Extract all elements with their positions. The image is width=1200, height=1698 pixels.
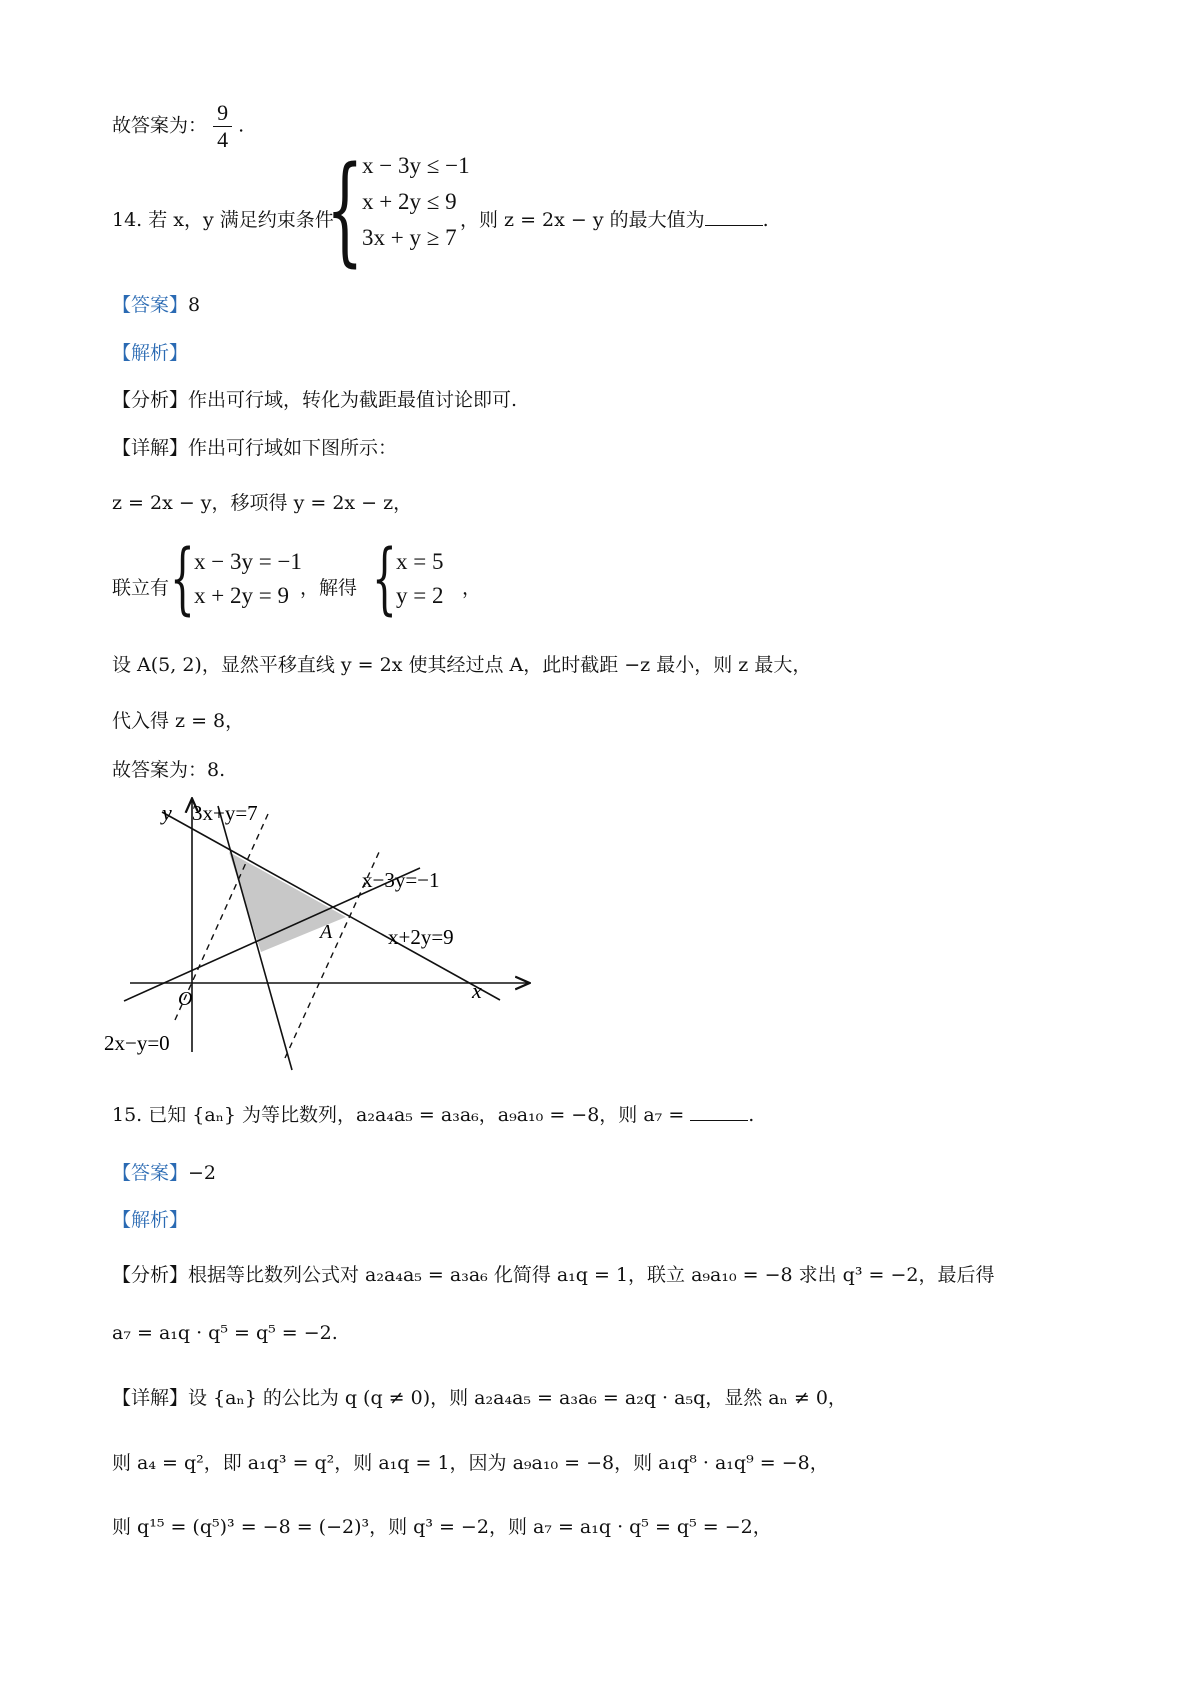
line-label-x-plus-2y: x+2y=9 — [388, 925, 454, 949]
fenxi-text: 作出可行域，转化为截距最值讨论即可. — [188, 389, 518, 411]
fenxi-15-line-2: a₇ = a₁q · q⁵ = q⁵ = −2. — [112, 1322, 338, 1344]
constraint-system — [362, 148, 470, 256]
xiangjie-tag: 【详解】 — [112, 437, 189, 459]
line-x-plus-2y-eq-9 — [162, 812, 500, 1000]
equation-system-2 — [396, 545, 443, 613]
xiangjie-text: 设 {aₙ} 的公比为 q (q ≠ 0)，则 a₂a₄a₅ = a₃a₆ = a₂q · a₅q，显然 aₙ ≠ 0， — [188, 1387, 847, 1409]
line-label-3x-plus-y: 3x+y=7 — [192, 801, 258, 825]
solution-15-line-2: 则 a₄ = q²，即 a₁q³ = q²，则 a₁q = 1，因为 a₉a₁₀ = −8，则 a₁q⁸ · a₁q⁹ = −8， — [112, 1452, 829, 1474]
question-number: 14. — [112, 209, 143, 231]
fenxi-text: 根据等比数列公式对 a₂a₄a₅ = a₃a₆ 化简得 a₁q = 1，联立 a₉a₁₀ = −8 求出 q³ = −2，最后得 — [188, 1264, 995, 1286]
left-brace: { — [170, 534, 195, 624]
question-text: 15. 已知 {aₙ} 为等比数列，a₂a₄a₅ = a₃a₆，a₉a₁₀ = −8，则 a₇ = — [112, 1104, 685, 1126]
xiangjie-tag: 【详解】 — [112, 1387, 189, 1409]
question-text-b: ，则 z = 2x − y 的最大值为 — [460, 209, 705, 231]
answer-15 — [112, 1160, 216, 1186]
solution-line-2-c: ， — [462, 577, 482, 599]
solution-x: x = 5 — [396, 549, 444, 574]
answer-tag: 【答案】 — [112, 1162, 189, 1184]
solution-line-5: 故答案为：8. — [112, 759, 226, 781]
solution-line-4: 代入得 z = 8， — [112, 710, 245, 732]
xiangjie-15 — [112, 1385, 847, 1411]
line-label-x-minus-3y: x−3y=−1 — [362, 868, 440, 892]
solution-line-2-a: 联立有 — [112, 577, 170, 599]
fraction-denominator: 4 — [217, 127, 229, 152]
fraction-numerator: 9 — [213, 100, 232, 127]
answer-tag: 【答案】 — [112, 294, 189, 316]
question-end: . — [762, 209, 769, 231]
fenxi-14 — [112, 387, 517, 413]
constraint-2: x + 2y ≤ 9 — [362, 189, 457, 214]
answer-suffix: . — [238, 114, 245, 137]
question-14-tail — [460, 207, 769, 233]
origin-label: O — [178, 988, 193, 1010]
fenxi-15 — [112, 1262, 994, 1288]
question-15-stem — [112, 1102, 754, 1128]
left-brace: { — [326, 140, 364, 278]
answer-blank — [705, 207, 763, 226]
jiexi-tag: 【解析】 — [112, 342, 189, 364]
answer-14 — [112, 292, 200, 318]
equation-1: x − 3y = −1 — [194, 549, 302, 574]
point-a-label: A — [320, 921, 333, 943]
solution-15-line-3: 则 q¹⁵ = (q⁵)³ = −8 = (−2)³，则 q³ = −2，则 a₇ = a₁q · q⁵ = q⁵ = −2， — [112, 1516, 772, 1538]
fraction — [213, 100, 232, 153]
solution-line-2-b: ，解得 — [300, 577, 358, 599]
solution-line-3: 设 A(5, 2)，显然平移直线 y = 2x 使其经过点 A，此时截距 −z 最小，则 z 最大， — [112, 654, 812, 676]
constraint-3: 3x + y ≥ 7 — [362, 225, 457, 250]
answer-prefix: 故答案为： — [112, 114, 208, 137]
question-14-stem — [112, 207, 334, 233]
xiangjie-text: 作出可行域如下图所示： — [188, 437, 398, 459]
answer-line-13 — [112, 100, 244, 153]
solution-line-1: z = 2x − y，移项得 y = 2x − z， — [112, 492, 413, 514]
question-end: . — [748, 1104, 755, 1126]
answer-value: 8 — [188, 294, 201, 316]
line-label-2x-minus-y: 2x−y=0 — [104, 1031, 170, 1055]
constraint-1: x − 3y ≤ −1 — [362, 153, 470, 178]
feasible-region-diagram — [100, 790, 540, 1090]
jiexi-tag: 【解析】 — [112, 1209, 189, 1231]
answer-blank — [690, 1102, 748, 1121]
fenxi-tag: 【分析】 — [112, 1264, 189, 1286]
x-axis-label: x — [472, 978, 482, 1003]
equation-2: x + 2y = 9 — [194, 583, 289, 608]
equation-system-1 — [194, 545, 302, 613]
y-axis-label: y — [162, 800, 172, 825]
fenxi-tag: 【分析】 — [112, 389, 189, 411]
answer-value: −2 — [188, 1162, 217, 1184]
left-brace: { — [372, 534, 397, 624]
solution-y: y = 2 — [396, 583, 444, 608]
question-text-a: 若 x，y 满足约束条件 — [148, 209, 334, 231]
xiangjie-14 — [112, 435, 397, 461]
